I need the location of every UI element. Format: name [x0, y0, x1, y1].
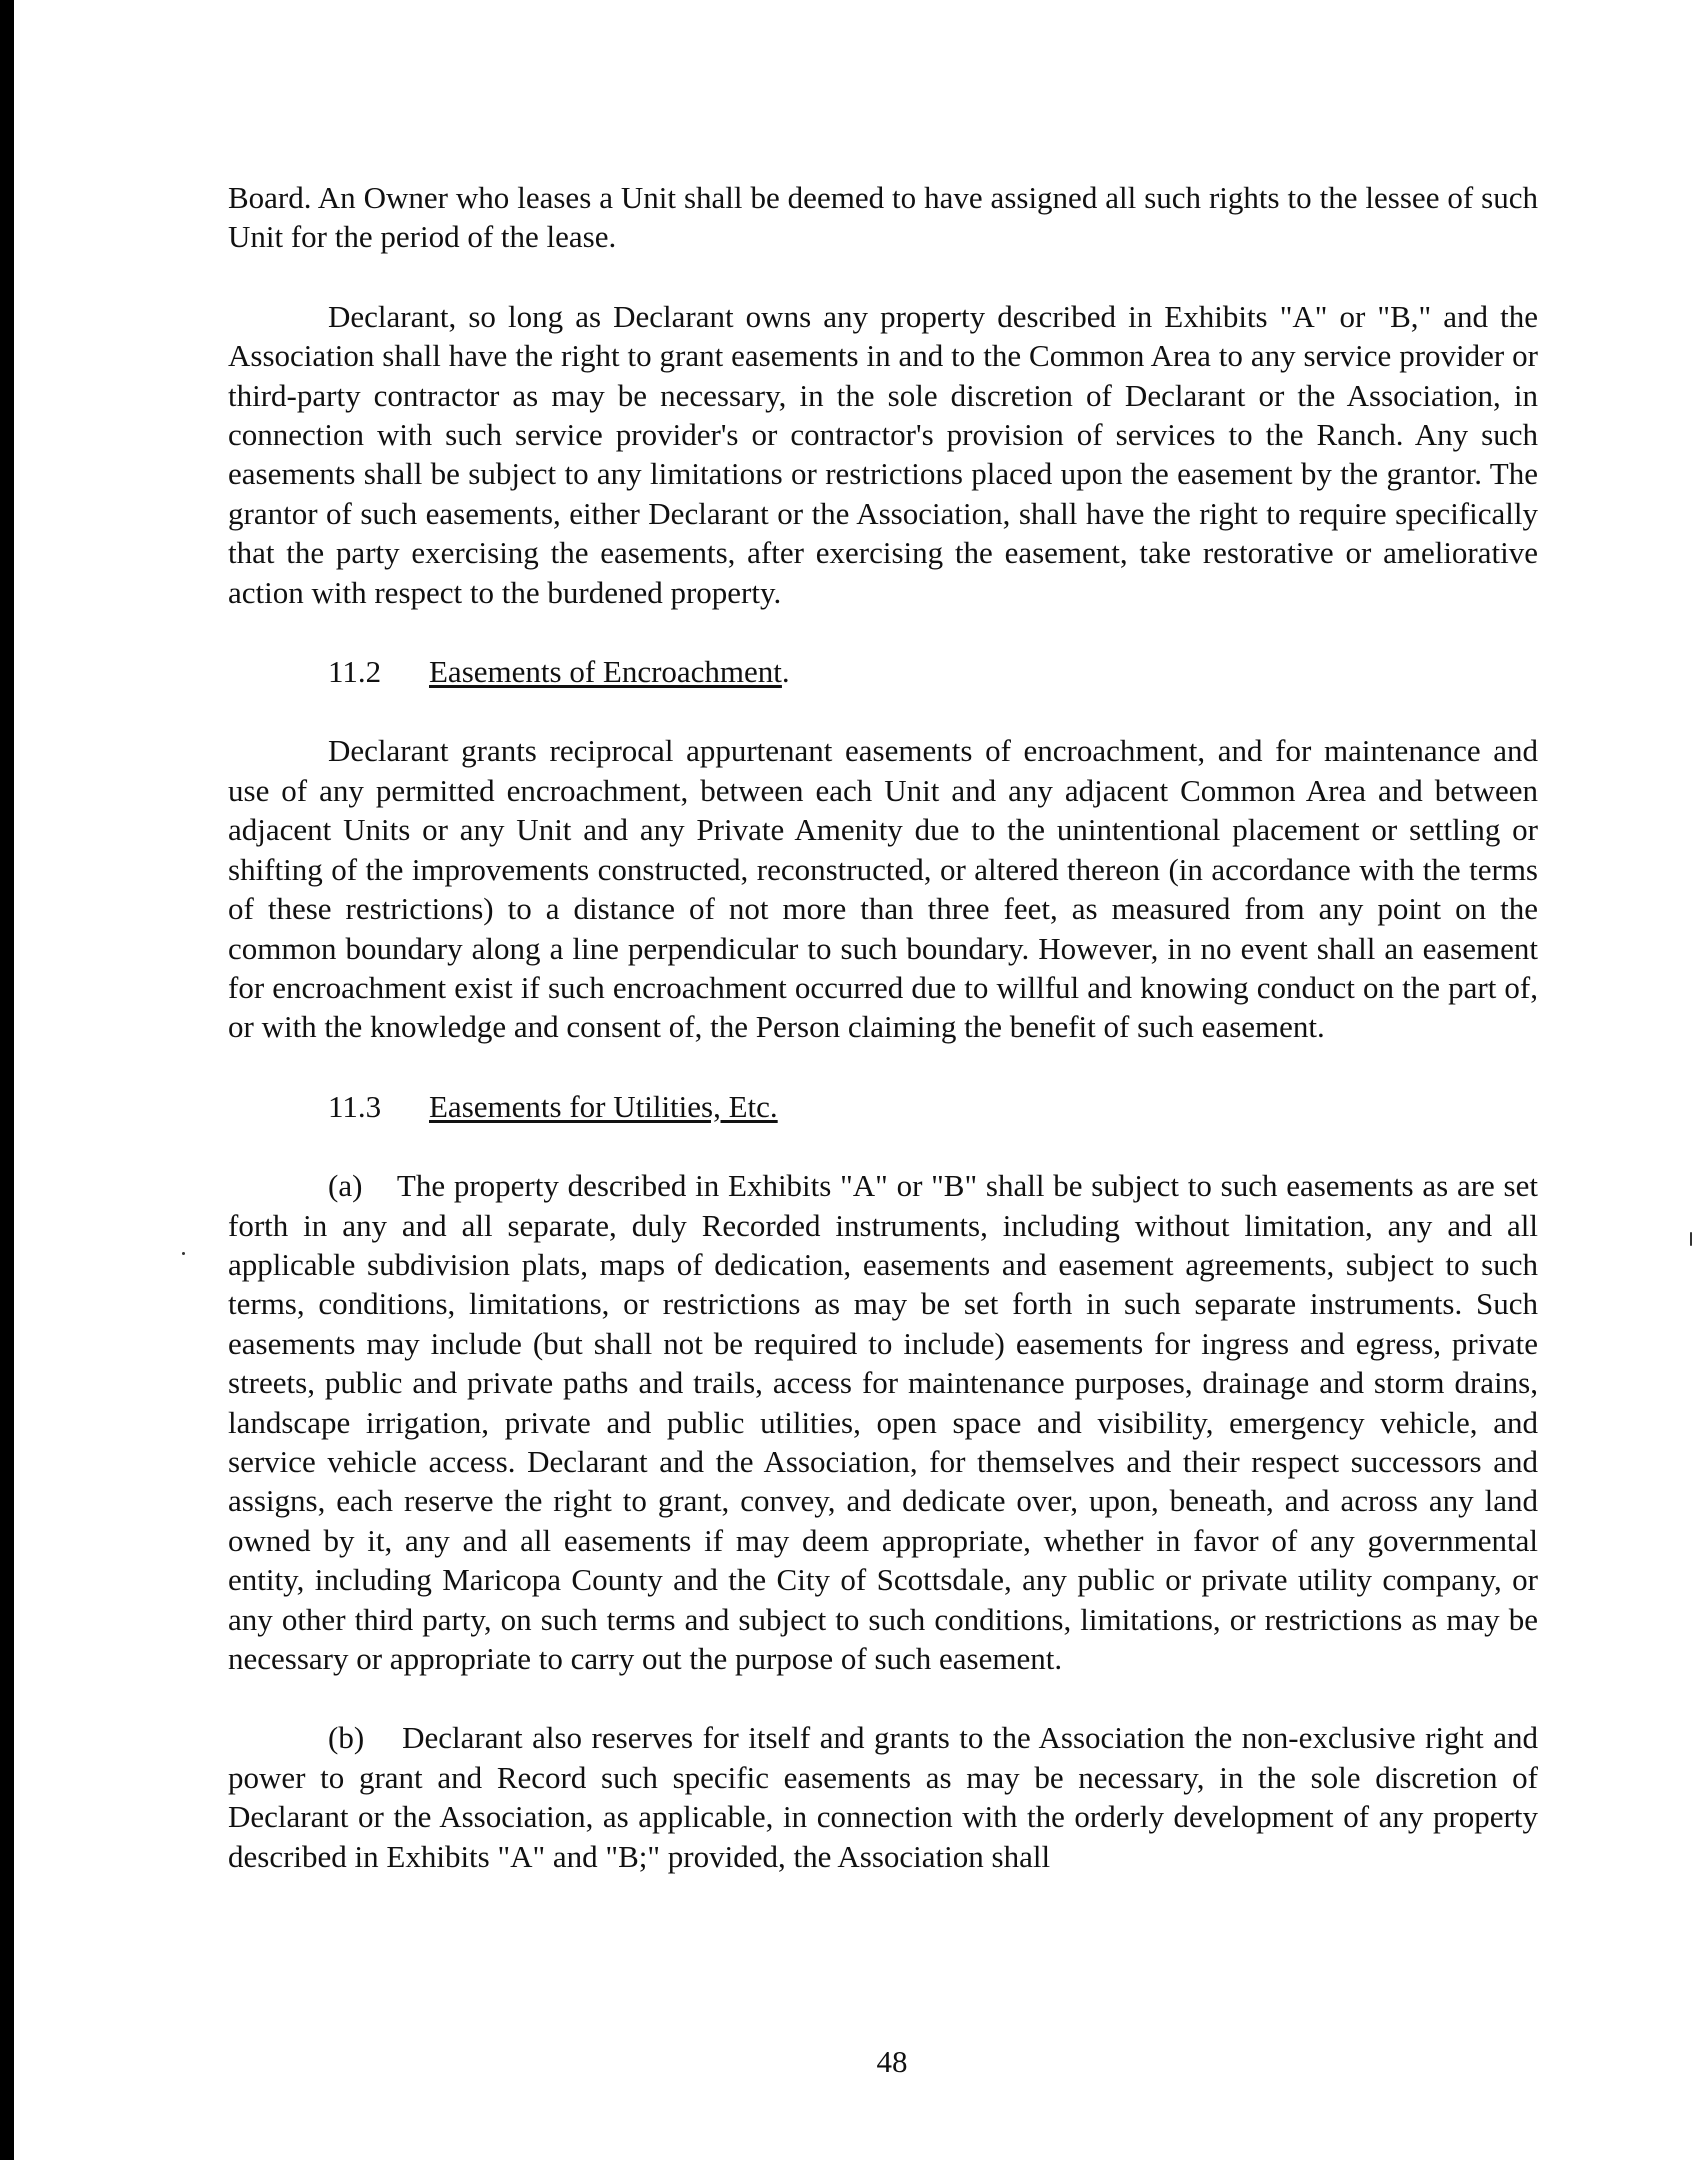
section-heading-11-3	[228, 1087, 1538, 1126]
section-title: Easements for Utilities, Etc.	[429, 1088, 778, 1124]
paragraph-declarant-easements: Declarant, so long as Declarant owns any property described in Exhibits "A" or "B," and the Association shall have the right to grant easements in and to the Common Area to any service provider or third-party contractor as may be necessary, in the sole discretion of Declarant or the Association, in connection with such service provider's or contractor's provision of services to the Ranch. Any such easements shall be subject to any limitations or restrictions placed upon the easement by the grantor. The grantor of such easements, either Declarant or the Association, shall have the right to require specifically that the party exercising the easements, after exercising the easement, take restorative or ameliorative action with respect to the burdened property.	[228, 298, 1538, 610]
scan-speck	[182, 1252, 185, 1255]
paragraph-utilities-a: (a) The property described in Exhibits "A" or "B" shall be subject to such easements as are set forth in any and all separate, duly Recorded instruments, including without limitation, any and all applicable subdivision plats, maps of dedication, easements and easement agreements, subject to such terms, conditions, limitations, or restrictions as may be set forth in such separate instruments. Such easements may include (but shall not be required to include) easements for ingress and egress, private streets, public and private paths and trails, access for maintenance purposes, drainage and storm drains, landscape irrigation, private and public utilities, open space and visibility, emergency vehicle, and service vehicle access. Declarant and the Association, for themselves and their respect successors and assigns, each reserve the right to grant, convey, and dedicate over, upon, beneath, and across any land owned by it, any and all easements if may deem appropriate, whether in favor of any governmental entity, including Maricopa County and the City of Scottsdale, any public or private utility company, or any other third party, on such terms and subject to such conditions, limitations, or restrictions as may be necessary or appropriate to carry out the purpose of such easement.	[228, 1168, 1538, 1676]
spacer	[228, 691, 1538, 731]
spacer	[228, 1126, 1538, 1166]
spacer	[228, 1678, 1538, 1718]
paragraph-encroachment: Declarant grants reciprocal appurtenant easements of encroachment, and for maintenance and use of any permitted encroachment, between each Unit and any adjacent Common Area and between adjacent Units or any Unit and any Private Amenity due to the unintentional placement or settling or shifting of the improvements constructed, reconstructed, or altered thereon (in accordance with the terms of these restrictions) to a distance of not more than three feet, as measured from any point on the common boundary along a line perpendicular to such boundary. However, in no event shall an easement for encroachment exist if such encroachment occurred due to willful and knowing conduct on the part of, or with the knowledge and consent of, the Person claiming the benefit of such easement.	[228, 733, 1538, 1045]
document-page	[228, 178, 1538, 1876]
section-number: 11.2	[328, 654, 382, 690]
scan-edge	[0, 0, 14, 2160]
spacer	[228, 257, 1538, 297]
spacer	[228, 1047, 1538, 1087]
section-heading-11-2	[228, 652, 1538, 691]
page-number: 48	[876, 2044, 908, 2079]
scan-speck	[1690, 1232, 1692, 1246]
section-title: Easements of Encroachment	[429, 654, 782, 690]
section-number: 11.3	[328, 1088, 382, 1124]
paragraph-continuation: Board. An Owner who leases a Unit shall be deemed to have assigned all such rights to the lessee of such Unit for the period of the lease.	[228, 180, 1538, 255]
section-title-period: .	[781, 654, 790, 690]
spacer	[228, 612, 1538, 652]
paragraph-utilities-b: (b) Declarant also reserves for itself and grants to the Association the non-exclusive right and power to grant and Record such specific easements as may be necessary, in the sole discretion of Declarant or the Association, as applicable, in connection with the orderly development of any property described in Exhibits "A" and "B;" provided, the Association shall	[228, 1720, 1538, 1874]
